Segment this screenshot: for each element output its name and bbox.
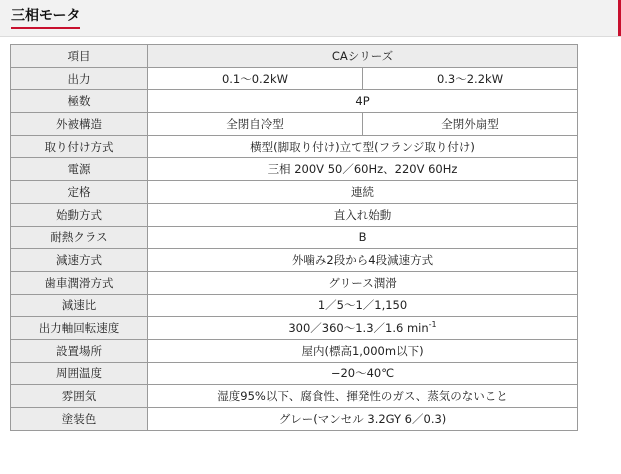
row-value: グレー(マンセル 3.2GY 6／0.3) <box>148 408 578 431</box>
row-value: −20〜40℃ <box>148 362 578 385</box>
row-value: 全閉自冷型 <box>148 113 363 136</box>
row-label: 減速比 <box>11 294 148 317</box>
table-row <box>11 408 578 431</box>
table-row <box>11 135 578 158</box>
row-label: 耐熱クラス <box>11 226 148 249</box>
table-row <box>11 249 578 272</box>
row-value: 連続 <box>148 181 578 204</box>
row-label: 取り付け方式 <box>11 135 148 158</box>
unit-exponent: -1 <box>428 320 437 330</box>
row-value: 屋内(標高1,000m以下) <box>148 339 578 362</box>
row-label: 始動方式 <box>11 203 148 226</box>
row-value: 1／5〜1／1,150 <box>148 294 578 317</box>
row-value: グリース潤滑 <box>148 271 578 294</box>
table-row <box>11 158 578 181</box>
table-row <box>11 181 578 204</box>
row-label: 周囲温度 <box>11 362 148 385</box>
table-row <box>11 113 578 136</box>
row-value: B <box>148 226 578 249</box>
table-row <box>11 294 578 317</box>
row-label: 塗装色 <box>11 408 148 431</box>
row-value: 外噛み2段から4段減速方式 <box>148 249 578 272</box>
table-row <box>11 45 578 68</box>
row-value: 0.1〜0.2kW <box>148 67 363 90</box>
table-row <box>11 203 578 226</box>
row-label: 雰囲気 <box>11 385 148 408</box>
row-label: 定格 <box>11 181 148 204</box>
row-label: 設置場所 <box>11 339 148 362</box>
row-value: 三相 200V 50／60Hz、220V 60Hz <box>148 158 578 181</box>
table-row <box>11 90 578 113</box>
table-row <box>11 226 578 249</box>
header-value-cell: CAシリーズ <box>148 45 578 68</box>
row-label: 減速方式 <box>11 249 148 272</box>
row-value: 横型(脚取り付け)立て型(フランジ取り付け) <box>148 135 578 158</box>
row-label: 出力軸回転速度 <box>11 317 148 340</box>
row-label: 電源 <box>11 158 148 181</box>
section-header <box>0 0 621 37</box>
row-value: 全閉外扇型 <box>363 113 578 136</box>
table-row <box>11 271 578 294</box>
table-row <box>11 339 578 362</box>
row-label: 外被構造 <box>11 113 148 136</box>
table-row <box>11 362 578 385</box>
row-value: 0.3〜2.2kW <box>363 67 578 90</box>
spec-table <box>10 44 578 431</box>
table-row <box>11 67 578 90</box>
row-label: 極数 <box>11 90 148 113</box>
section-title: 三相モータ <box>11 8 80 29</box>
table-row <box>11 317 578 340</box>
header-label-cell: 項目 <box>11 45 148 68</box>
table-row <box>11 385 578 408</box>
row-value: 湿度95%以下、腐食性、揮発性のガス、蒸気のないこと <box>148 385 578 408</box>
row-value: 4P <box>148 90 578 113</box>
row-label: 歯車潤滑方式 <box>11 271 148 294</box>
row-value: 300／360〜1.3／1.6 min <box>288 321 429 336</box>
row-value-cell <box>148 317 578 340</box>
row-value: 直入れ始動 <box>148 203 578 226</box>
row-label: 出力 <box>11 67 148 90</box>
